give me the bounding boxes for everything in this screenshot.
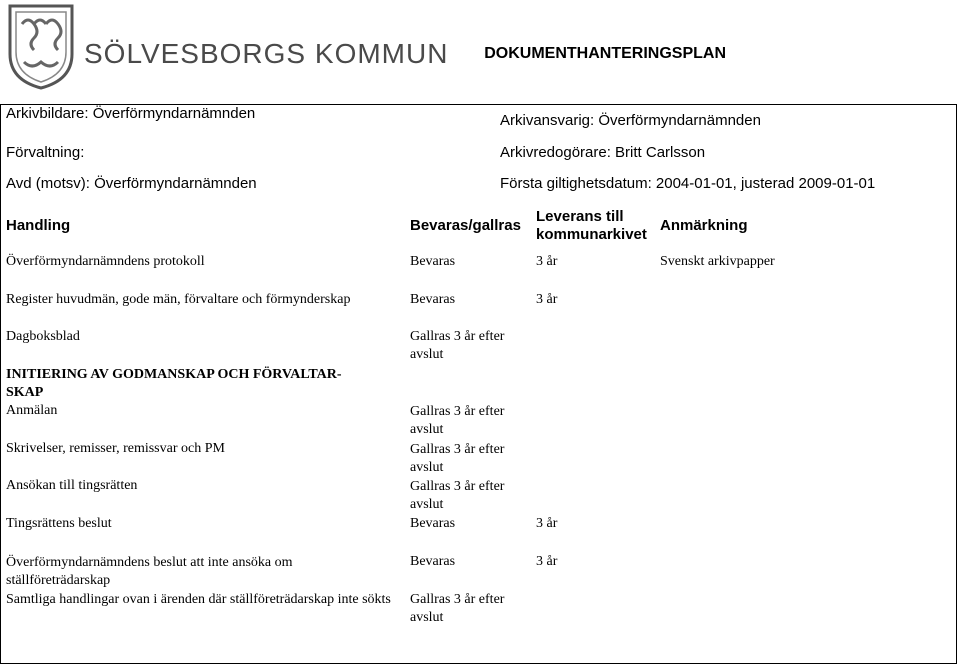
forvaltning-text: Förvaltning: xyxy=(6,144,85,161)
cell-leverans: 3 år xyxy=(536,516,558,531)
cell-handling: Anmälan xyxy=(6,403,58,418)
cell-handling: Tingsrättens beslut xyxy=(6,516,112,531)
cell-handling: Samtliga handlingar ovan i ärenden där ställföreträdarskap inte sökts xyxy=(6,592,391,607)
cell-handling-section: INITIERING AV GODMANSKAP OCH FÖRVALTAR-SKAP xyxy=(6,367,342,400)
avd-text: Avd (motsv): Överförmyndarnämnden xyxy=(6,175,257,192)
coat-of-arms-icon xyxy=(6,2,76,90)
municipality-logo xyxy=(6,2,449,92)
cell-handling: Register huvudmän, gode män, förvaltare och förmynderskap xyxy=(6,292,351,307)
cell-bevaras: Gallras 3 år efter avslut xyxy=(410,442,505,475)
cell-anmarkning: Svenskt arkivpapper xyxy=(660,254,775,269)
cell-bevaras: Gallras 3 år efter avslut xyxy=(410,404,505,437)
cell-bevaras: Gallras 3 år efter avslut xyxy=(410,329,505,362)
table-row xyxy=(6,254,205,270)
cell-handling: Skrivelser, remisser, remissvar och PM xyxy=(6,441,225,456)
column-header-leverans-line2: kommunarkivet xyxy=(536,226,647,243)
cell-bevaras: Bevaras xyxy=(410,516,456,531)
column-header-bevaras: Bevaras/gallras xyxy=(410,217,521,234)
cell-handling: Överförmyndarnämndens beslut att inte ansöka om ställföreträdarskap xyxy=(6,555,293,588)
arkivredogorare-text: Arkivredogörare: Britt Carlsson xyxy=(500,144,706,161)
column-header-leverans xyxy=(536,208,647,244)
cell-leverans: 3 år xyxy=(536,254,558,269)
cell-handling: Överförmyndarnämndens protokoll xyxy=(6,254,205,269)
arkivbildare-text: Arkivbildare: Överförmyndarnämnden xyxy=(6,105,256,122)
cell-bevaras: Gallras 3 år efter avslut xyxy=(410,479,505,512)
giltighet-text: Första giltighetsdatum: 2004-01-01, justerad 2009-01-01 xyxy=(500,175,876,192)
cell-handling: Ansökan till tingsrätten xyxy=(6,478,138,493)
org-name: SÖLVESBORGS KOMMUN xyxy=(84,38,449,69)
cell-handling: Dagboksblad xyxy=(6,329,80,344)
cell-bevaras: Gallras 3 år efter avslut xyxy=(410,592,505,625)
arkivansvarig-text: Arkivansvarig: Överförmyndarnämnden xyxy=(500,112,761,129)
cell-bevaras: Bevaras xyxy=(410,292,456,307)
document-title: DOKUMENTHANTERINGSPLAN xyxy=(484,45,726,62)
cell-leverans: 3 år xyxy=(536,292,558,307)
column-header-leverans-line1: Leverans till xyxy=(536,208,624,225)
cell-leverans: 3 år xyxy=(536,554,558,569)
column-header-handling: Handling xyxy=(6,217,71,234)
table-row xyxy=(6,292,350,308)
cell-bevaras: Bevaras xyxy=(410,254,456,269)
cell-bevaras: Bevaras xyxy=(410,554,456,569)
column-header-anmarkning: Anmärkning xyxy=(660,217,748,234)
